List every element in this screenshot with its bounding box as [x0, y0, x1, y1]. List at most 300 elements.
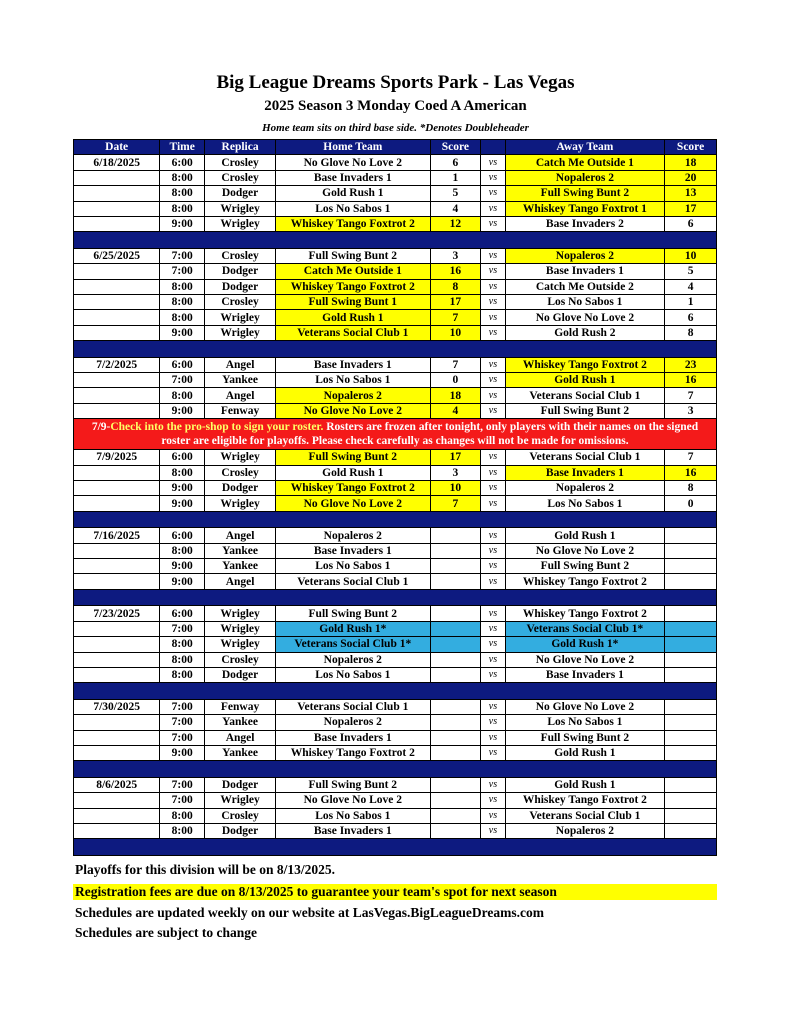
game-field: Angel — [205, 357, 276, 372]
vs-label: vs — [481, 528, 505, 543]
game-field: Wrigley — [205, 793, 276, 808]
column-header: Date — [74, 140, 160, 155]
away-score — [665, 699, 717, 714]
game-time: 8:00 — [160, 295, 205, 310]
game-time: 7:00 — [160, 730, 205, 745]
game-date — [74, 667, 160, 682]
column-header: Replica — [205, 140, 276, 155]
week-separator — [74, 232, 717, 249]
game-date — [74, 170, 160, 185]
home-team: No Glove No Love 2 — [276, 155, 430, 170]
home-team: Los No Sabos 1 — [276, 373, 430, 388]
away-score — [665, 746, 717, 761]
game-row — [74, 465, 717, 480]
column-header: Away Team — [505, 140, 664, 155]
game-time: 7:00 — [160, 248, 205, 263]
game-row — [74, 559, 717, 574]
separator-bar — [74, 839, 717, 856]
notice-date: 7/9- — [91, 421, 111, 434]
home-team: Gold Rush 1 — [276, 186, 430, 201]
game-date — [74, 793, 160, 808]
game-date: 6/25/2025 — [74, 248, 160, 263]
home-score: 5 — [430, 186, 481, 201]
game-row — [74, 793, 717, 808]
vs-label: vs — [481, 559, 505, 574]
separator-bar — [74, 683, 717, 700]
home-team: Veterans Social Club 1 — [276, 699, 430, 714]
game-field: Wrigley — [205, 216, 276, 231]
game-row — [74, 730, 717, 745]
away-score — [665, 824, 717, 839]
home-team: Los No Sabos 1 — [276, 201, 430, 216]
game-field: Yankee — [205, 746, 276, 761]
game-field: Crosley — [205, 248, 276, 263]
game-date — [74, 637, 160, 652]
home-score — [430, 543, 481, 558]
away-score: 7 — [665, 388, 717, 403]
away-score — [665, 543, 717, 558]
game-date — [74, 621, 160, 636]
game-date — [74, 325, 160, 340]
game-field: Yankee — [205, 373, 276, 388]
game-field: Dodger — [205, 279, 276, 294]
game-time: 8:00 — [160, 201, 205, 216]
separator-bar — [74, 341, 717, 358]
away-team: Whiskey Tango Foxtrot 2 — [505, 357, 664, 372]
playoffs-note: Playoffs for this division will be on 8/13/2025. — [75, 862, 336, 877]
home-team: Base Invaders 1 — [276, 824, 430, 839]
vs-label: vs — [481, 155, 505, 170]
home-score: 12 — [430, 216, 481, 231]
away-score: 23 — [665, 357, 717, 372]
away-score: 3 — [665, 403, 717, 418]
away-team: Catch Me Outside 2 — [505, 279, 664, 294]
game-time: 9:00 — [160, 746, 205, 761]
game-row — [74, 715, 717, 730]
game-time: 7:00 — [160, 264, 205, 279]
game-row — [74, 574, 717, 589]
change-note: Schedules are subject to change — [75, 925, 257, 940]
game-date — [74, 295, 160, 310]
game-row — [74, 310, 717, 325]
home-team: Base Invaders 1 — [276, 730, 430, 745]
week-separator — [74, 341, 717, 358]
game-field: Wrigley — [205, 637, 276, 652]
vs-label: vs — [481, 574, 505, 589]
vs-label: vs — [481, 186, 505, 201]
game-date — [74, 481, 160, 496]
home-team: Gold Rush 1 — [276, 465, 430, 480]
away-team: Catch Me Outside 1 — [505, 155, 664, 170]
home-score: 3 — [430, 465, 481, 480]
roster-notice — [74, 419, 717, 450]
away-team: Base Invaders 2 — [505, 216, 664, 231]
away-score — [665, 637, 717, 652]
game-field: Wrigley — [205, 310, 276, 325]
game-field: Crosley — [205, 170, 276, 185]
away-score — [665, 730, 717, 745]
separator-bar — [74, 761, 717, 778]
home-score — [430, 559, 481, 574]
away-score — [665, 652, 717, 667]
home-team: Full Swing Bunt 2 — [276, 248, 430, 263]
game-row — [74, 388, 717, 403]
home-score — [430, 621, 481, 636]
home-score — [430, 667, 481, 682]
column-header: Time — [160, 140, 205, 155]
separator-bar — [74, 589, 717, 606]
vs-label: vs — [481, 824, 505, 839]
game-time: 6:00 — [160, 450, 205, 465]
away-team: Veterans Social Club 1 — [505, 808, 664, 823]
home-score: 7 — [430, 496, 481, 511]
away-score: 8 — [665, 325, 717, 340]
away-score — [665, 528, 717, 543]
game-time: 8:00 — [160, 808, 205, 823]
game-row — [74, 481, 717, 496]
column-header: Score — [665, 140, 717, 155]
home-score — [430, 652, 481, 667]
home-team: Full Swing Bunt 1 — [276, 295, 430, 310]
game-field: Fenway — [205, 699, 276, 714]
game-time: 8:00 — [160, 824, 205, 839]
game-field: Dodger — [205, 264, 276, 279]
home-score: 3 — [430, 248, 481, 263]
game-field: Dodger — [205, 481, 276, 496]
game-row — [74, 496, 717, 511]
game-date — [74, 824, 160, 839]
away-score — [665, 667, 717, 682]
home-score: 4 — [430, 201, 481, 216]
vs-label: vs — [481, 808, 505, 823]
game-field: Wrigley — [205, 450, 276, 465]
game-date — [74, 574, 160, 589]
home-score — [430, 715, 481, 730]
game-date: 7/30/2025 — [74, 699, 160, 714]
home-team: Gold Rush 1 — [276, 310, 430, 325]
away-team: Veterans Social Club 1* — [505, 621, 664, 636]
away-score: 17 — [665, 201, 717, 216]
game-row — [74, 543, 717, 558]
game-date: 8/6/2025 — [74, 777, 160, 792]
table-header-row — [74, 140, 717, 155]
game-time: 7:00 — [160, 373, 205, 388]
game-time: 7:00 — [160, 777, 205, 792]
away-score: 4 — [665, 279, 717, 294]
column-header: Home Team — [276, 140, 430, 155]
away-team: No Glove No Love 2 — [505, 699, 664, 714]
game-field: Crosley — [205, 808, 276, 823]
vs-label: vs — [481, 264, 505, 279]
home-team: Nopaleros 2 — [276, 388, 430, 403]
home-score: 17 — [430, 450, 481, 465]
game-date — [74, 543, 160, 558]
home-score: 18 — [430, 388, 481, 403]
game-row — [74, 295, 717, 310]
game-date — [74, 216, 160, 231]
home-team: No Glove No Love 2 — [276, 496, 430, 511]
home-team: Los No Sabos 1 — [276, 559, 430, 574]
vs-label: vs — [481, 543, 505, 558]
game-field: Dodger — [205, 667, 276, 682]
week-separator — [74, 761, 717, 778]
game-row — [74, 606, 717, 621]
away-team: Nopaleros 2 — [505, 248, 664, 263]
away-score: 7 — [665, 450, 717, 465]
home-team: Full Swing Bunt 2 — [276, 606, 430, 621]
notice-text: Rosters are frozen after tonight, only players with their names on the signed roster are eligible for playoffs. Please check carefully as changes will not be made for omissions. — [161, 421, 699, 448]
home-team: No Glove No Love 2 — [276, 403, 430, 418]
vs-label: vs — [481, 388, 505, 403]
home-score: 7 — [430, 310, 481, 325]
game-date — [74, 652, 160, 667]
game-field: Fenway — [205, 403, 276, 418]
home-team: Full Swing Bunt 2 — [276, 777, 430, 792]
vs-label: vs — [481, 216, 505, 231]
game-time: 9:00 — [160, 481, 205, 496]
game-time: 8:00 — [160, 652, 205, 667]
vs-label: vs — [481, 621, 505, 636]
home-score — [430, 793, 481, 808]
game-field: Crosley — [205, 652, 276, 667]
home-team: Base Invaders 1 — [276, 357, 430, 372]
home-score: 7 — [430, 357, 481, 372]
game-time: 8:00 — [160, 465, 205, 480]
game-field: Angel — [205, 574, 276, 589]
vs-label: vs — [481, 746, 505, 761]
away-score: 6 — [665, 310, 717, 325]
home-team: Whiskey Tango Foxtrot 2 — [276, 481, 430, 496]
away-score: 10 — [665, 248, 717, 263]
game-time: 7:00 — [160, 793, 205, 808]
game-field: Yankee — [205, 559, 276, 574]
separator-bar — [74, 511, 717, 528]
home-team: Whiskey Tango Foxtrot 2 — [276, 746, 430, 761]
game-date — [74, 715, 160, 730]
game-date — [74, 279, 160, 294]
game-field: Dodger — [205, 824, 276, 839]
vs-label: vs — [481, 481, 505, 496]
game-row — [74, 637, 717, 652]
away-score: 6 — [665, 216, 717, 231]
home-team: Los No Sabos 1 — [276, 808, 430, 823]
away-score: 18 — [665, 155, 717, 170]
separator-bar — [74, 232, 717, 249]
away-score — [665, 777, 717, 792]
vs-label: vs — [481, 373, 505, 388]
away-team: Full Swing Bunt 2 — [505, 186, 664, 201]
game-field: Wrigley — [205, 325, 276, 340]
vs-label: vs — [481, 325, 505, 340]
game-row — [74, 170, 717, 185]
away-team: Whiskey Tango Foxtrot 1 — [505, 201, 664, 216]
away-team: Veterans Social Club 1 — [505, 388, 664, 403]
game-time: 8:00 — [160, 543, 205, 558]
game-time: 8:00 — [160, 310, 205, 325]
game-field: Angel — [205, 730, 276, 745]
roster-notice-row — [74, 419, 717, 450]
game-row — [74, 325, 717, 340]
game-date — [74, 496, 160, 511]
game-time: 8:00 — [160, 170, 205, 185]
game-time: 8:00 — [160, 186, 205, 201]
week-separator — [74, 589, 717, 606]
game-date: 7/16/2025 — [74, 528, 160, 543]
vs-label: vs — [481, 248, 505, 263]
game-time: 9:00 — [160, 559, 205, 574]
home-score: 6 — [430, 155, 481, 170]
game-field: Wrigley — [205, 496, 276, 511]
game-field: Angel — [205, 388, 276, 403]
vs-label: vs — [481, 715, 505, 730]
game-row — [74, 450, 717, 465]
game-time: 7:00 — [160, 621, 205, 636]
vs-label: vs — [481, 310, 505, 325]
vs-label: vs — [481, 201, 505, 216]
vs-label: vs — [481, 450, 505, 465]
game-date — [74, 186, 160, 201]
vs-label: vs — [481, 652, 505, 667]
home-team: Gold Rush 1* — [276, 621, 430, 636]
home-score — [430, 777, 481, 792]
away-team: Los No Sabos 1 — [505, 295, 664, 310]
game-row — [74, 777, 717, 792]
away-team: Full Swing Bunt 2 — [505, 559, 664, 574]
game-row — [74, 699, 717, 714]
home-team: No Glove No Love 2 — [276, 793, 430, 808]
away-team: No Glove No Love 2 — [505, 543, 664, 558]
game-row — [74, 248, 717, 263]
game-row — [74, 373, 717, 388]
away-team: Whiskey Tango Foxtrot 2 — [505, 606, 664, 621]
home-score: 1 — [430, 170, 481, 185]
game-date — [74, 559, 160, 574]
registration-note: Registration fees are due on 8/13/2025 to guarantee your team's spot for next season — [73, 884, 717, 900]
game-field: Yankee — [205, 715, 276, 730]
page-subtitle: 2025 Season 3 Monday Coed A American — [264, 98, 527, 114]
away-team: Gold Rush 1 — [505, 373, 664, 388]
home-score — [430, 808, 481, 823]
game-row — [74, 824, 717, 839]
away-score: 16 — [665, 373, 717, 388]
home-score: 4 — [430, 403, 481, 418]
game-date — [74, 310, 160, 325]
away-team: Los No Sabos 1 — [505, 715, 664, 730]
week-separator — [74, 839, 717, 856]
home-team: Nopaleros 2 — [276, 652, 430, 667]
away-score: 16 — [665, 465, 717, 480]
home-team: Catch Me Outside 1 — [276, 264, 430, 279]
game-date — [74, 730, 160, 745]
game-date — [74, 264, 160, 279]
page-title: Big League Dreams Sports Park - Las Vegas — [216, 72, 575, 93]
home-team: Nopaleros 2 — [276, 715, 430, 730]
game-date: 7/2/2025 — [74, 357, 160, 372]
home-score — [430, 730, 481, 745]
away-score — [665, 574, 717, 589]
away-team: Full Swing Bunt 2 — [505, 730, 664, 745]
week-separator — [74, 511, 717, 528]
away-team: Gold Rush 1 — [505, 777, 664, 792]
notice-highlight: Check into the pro-shop to sign your roster. — [110, 421, 324, 434]
away-score — [665, 559, 717, 574]
game-field: Wrigley — [205, 606, 276, 621]
home-team: Whiskey Tango Foxtrot 2 — [276, 279, 430, 294]
game-date — [74, 373, 160, 388]
game-field: Crosley — [205, 155, 276, 170]
vs-label: vs — [481, 793, 505, 808]
game-field: Angel — [205, 528, 276, 543]
game-time: 6:00 — [160, 155, 205, 170]
vs-label: vs — [481, 667, 505, 682]
away-team: Base Invaders 1 — [505, 465, 664, 480]
away-team: Los No Sabos 1 — [505, 496, 664, 511]
game-row — [74, 186, 717, 201]
vs-label: vs — [481, 496, 505, 511]
home-score: 10 — [430, 325, 481, 340]
game-date — [74, 808, 160, 823]
game-field: Yankee — [205, 543, 276, 558]
schedule-table — [73, 139, 717, 856]
home-team: Whiskey Tango Foxtrot 2 — [276, 216, 430, 231]
game-time: 9:00 — [160, 496, 205, 511]
away-team: Full Swing Bunt 2 — [505, 403, 664, 418]
home-score — [430, 528, 481, 543]
home-score — [430, 824, 481, 839]
home-team: Veterans Social Club 1 — [276, 574, 430, 589]
vs-label: vs — [481, 465, 505, 480]
home-score: 17 — [430, 295, 481, 310]
game-date — [74, 746, 160, 761]
vs-label: vs — [481, 357, 505, 372]
game-row — [74, 652, 717, 667]
schedule-note: Home team sits on third base side. *Denotes Doubleheader — [262, 122, 529, 134]
website-note: Schedules are updated weekly on our website at LasVegas.BigLeagueDreams.com — [75, 905, 545, 920]
away-score — [665, 606, 717, 621]
game-row — [74, 621, 717, 636]
home-team: Veterans Social Club 1 — [276, 325, 430, 340]
game-field: Crosley — [205, 465, 276, 480]
away-score — [665, 808, 717, 823]
game-time: 6:00 — [160, 357, 205, 372]
home-team: Base Invaders 1 — [276, 543, 430, 558]
away-score: 13 — [665, 186, 717, 201]
away-team: Gold Rush 1 — [505, 528, 664, 543]
game-date — [74, 403, 160, 418]
game-time: 7:00 — [160, 715, 205, 730]
game-time: 9:00 — [160, 216, 205, 231]
game-time: 8:00 — [160, 637, 205, 652]
away-score: 5 — [665, 264, 717, 279]
away-score — [665, 621, 717, 636]
home-team: Los No Sabos 1 — [276, 667, 430, 682]
game-row — [74, 155, 717, 170]
away-score — [665, 793, 717, 808]
game-date: 7/23/2025 — [74, 606, 160, 621]
home-score — [430, 746, 481, 761]
game-row — [74, 403, 717, 418]
game-row — [74, 808, 717, 823]
away-team: Base Invaders 1 — [505, 264, 664, 279]
vs-label: vs — [481, 637, 505, 652]
game-row — [74, 528, 717, 543]
game-date: 7/9/2025 — [74, 450, 160, 465]
away-team: Gold Rush 1* — [505, 637, 664, 652]
vs-label: vs — [481, 730, 505, 745]
home-score — [430, 699, 481, 714]
away-score: 20 — [665, 170, 717, 185]
home-score: 10 — [430, 481, 481, 496]
